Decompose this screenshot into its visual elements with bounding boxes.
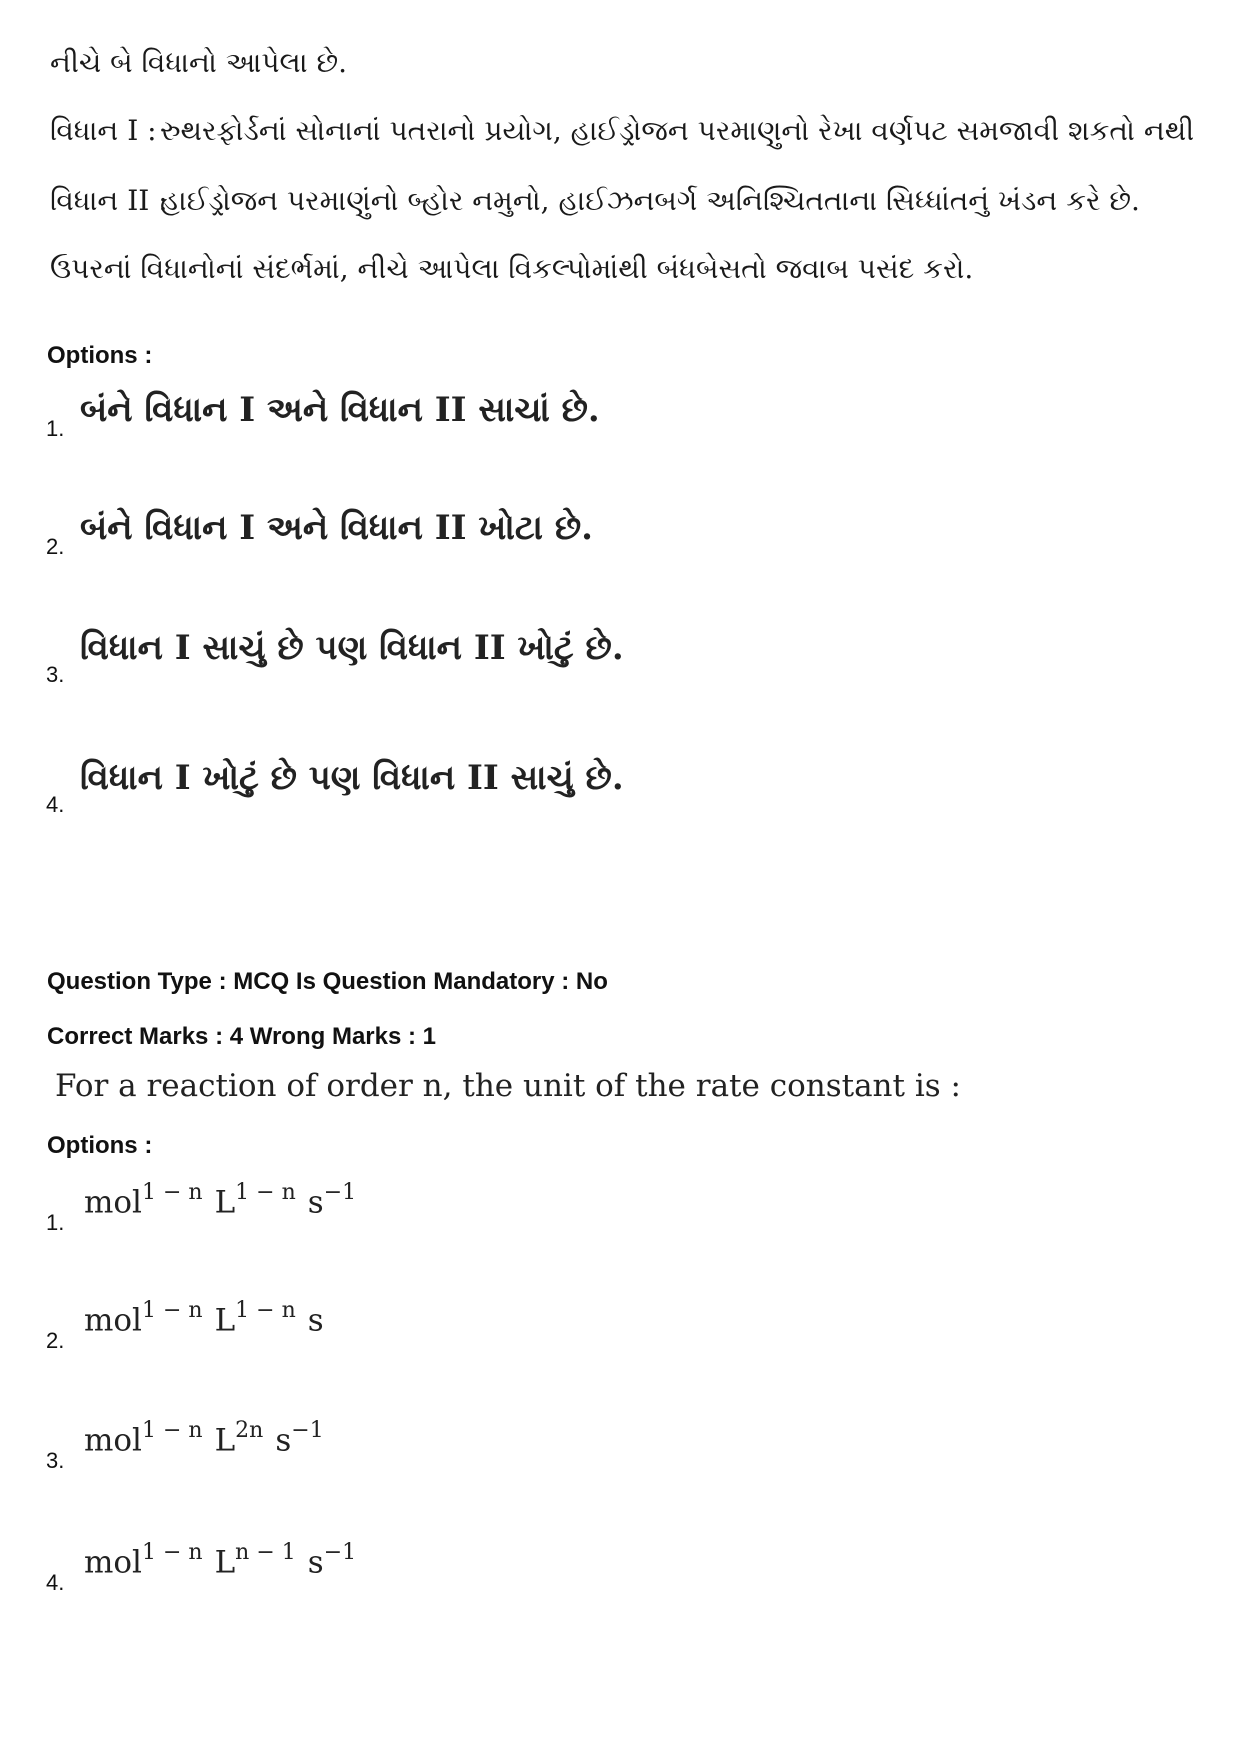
formula-mol: mol — [84, 1544, 142, 1581]
q2-option-number: 4. — [46, 1570, 65, 1595]
formula-l-exponent: 2n — [235, 1418, 264, 1443]
formula-l-exponent: 1 − n — [235, 1180, 296, 1205]
q1-option-text: વિધાન I ખોટું છે પણ વિધાન II સાચું છે. — [80, 758, 624, 798]
formula-l: L — [214, 1184, 236, 1221]
q1-option-number: 2. — [46, 534, 65, 559]
formula-s: s — [275, 1422, 292, 1459]
formula-s: s — [307, 1184, 324, 1221]
q1-statement-2-text: હાઈડ્રોજન પરમાણુંનો બ્હોર નમુનો, હાઈઝનબર્ગ અનિશ્ચિતતાના સિધ્ધાંતનું ખંડન કરે છે. — [160, 184, 1140, 217]
formula-l-exponent: n − 1 — [235, 1540, 296, 1565]
formula-l: L — [214, 1422, 236, 1459]
formula-s-exponent: −1 — [291, 1418, 324, 1443]
q1-option-text: વિધાન I સાચું છે પણ વિધાન II ખોટું છે. — [80, 628, 624, 668]
formula-mol-exponent: 1 − n — [141, 1418, 203, 1443]
q2-option-formula — [84, 1542, 356, 1580]
formula-s-exponent: −1 — [323, 1540, 357, 1565]
q2-option-formula — [84, 1182, 356, 1220]
formula-l: L — [214, 1544, 236, 1581]
q1-statement-2-label: વિધાન II : — [50, 184, 168, 217]
q1-option-number: 1. — [46, 416, 65, 441]
formula-s: s — [307, 1544, 324, 1581]
q2-option-formula — [84, 1420, 324, 1458]
formula-l: L — [214, 1302, 236, 1339]
q2-options-heading: Options : — [47, 1132, 153, 1159]
formula-mol-exponent: 1 − n — [141, 1298, 203, 1323]
formula-mol-exponent: 1 − n — [141, 1180, 203, 1205]
q1-intro: નીચે બે વિધાનો આપેલા છે. — [50, 46, 348, 79]
q1-option-number: 4. — [46, 792, 65, 817]
q2-option-number: 3. — [46, 1448, 65, 1473]
q2-option-number: 1. — [46, 1210, 65, 1235]
q1-statement-1-label: વિધાન I : — [50, 114, 157, 147]
q1-statement-2 — [50, 184, 1140, 218]
q1-statement-1 — [50, 114, 1194, 148]
q1-option-number: 3. — [46, 662, 65, 687]
q1-statement-1-text: રુથરફોર્ડનાં સોનાનાં પતરાનો પ્રયોગ, હાઈડ્રોજન પરમાણુનો રેખા વર્ણપટ સમજાવી શકતો નથી — [160, 114, 1195, 147]
q1-instruction: ઉપરનાં વિધાનોનાં સંદર્ભમાં, નીચે આપેલા વિકલ્પોમાંથી બંધબેસતો જવાબ પસંદ કરો. — [50, 252, 974, 285]
q1-options-heading: Options : — [47, 342, 153, 369]
formula-s-exponent: −1 — [323, 1180, 357, 1205]
q2-option-formula — [84, 1300, 324, 1338]
formula-l-exponent: 1 − n — [235, 1298, 296, 1323]
q2-question-text: For a reaction of order n, the unit of the rate constant is : — [55, 1068, 961, 1104]
q2-question-type: Question Type : MCQ Is Question Mandatory : No — [47, 968, 608, 995]
formula-mol: mol — [84, 1422, 142, 1459]
formula-mol-exponent: 1 − n — [141, 1540, 203, 1565]
formula-mol: mol — [84, 1302, 142, 1339]
formula-mol: mol — [84, 1184, 142, 1221]
q2-marks: Correct Marks : 4 Wrong Marks : 1 — [47, 1023, 437, 1050]
q1-option-text: બંને વિધાન I અને વિધાન II ખોટા છે. — [80, 508, 593, 548]
formula-s: s — [307, 1302, 324, 1339]
q2-option-number: 2. — [46, 1328, 65, 1353]
q1-option-text: બંને વિધાન I અને વિધાન II સાચાં છે. — [80, 390, 600, 430]
